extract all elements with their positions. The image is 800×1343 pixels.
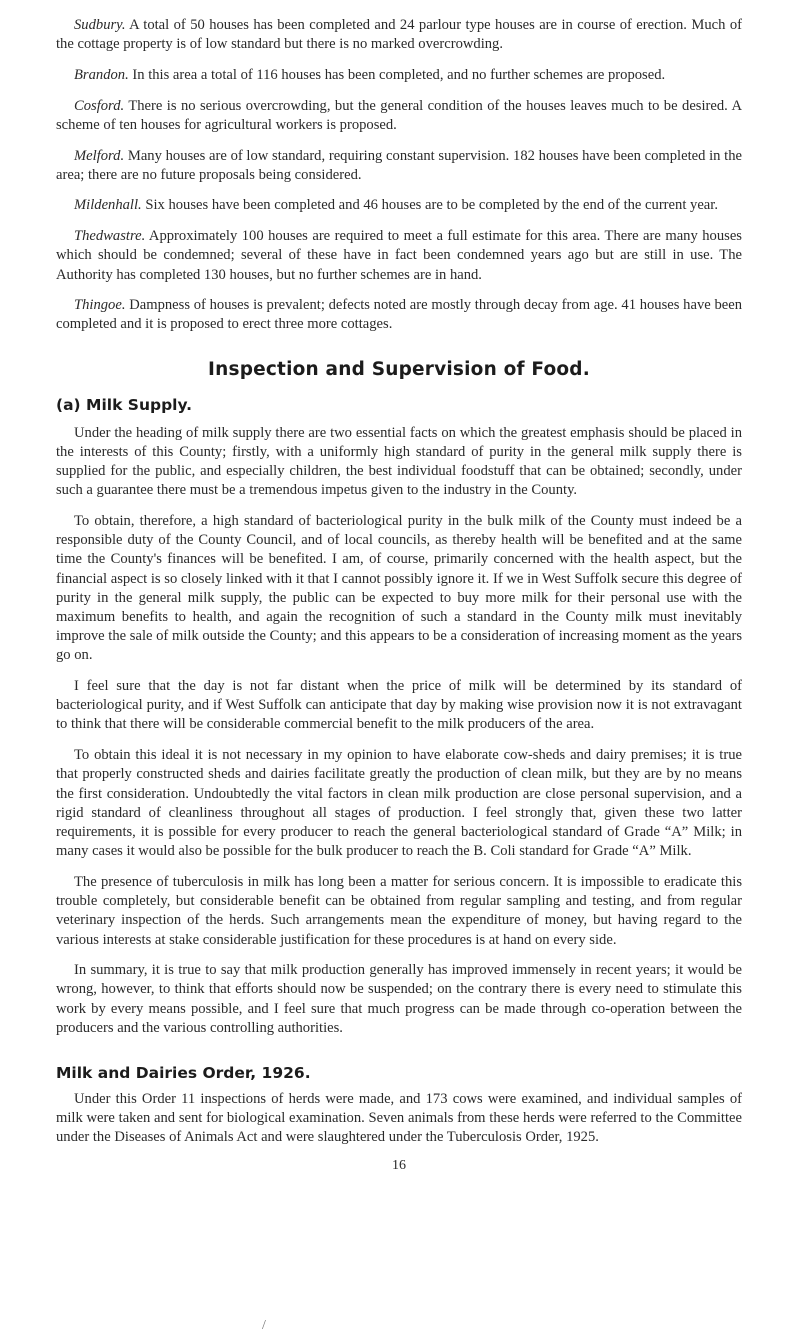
body-paragraph: Under this Order 11 inspections of herds were made, and 173 cows were examined, and individual samples of milk were taken and sent for biological examination. Seven animals from these herds were referred to the Committee under the Diseases of Animals Act and were slaughtered under the Tuberculosis Order, 1925. xyxy=(56,1091,742,1146)
area-text: Many houses are of low standard, requiring constant supervision. 182 houses have been completed in the area; there are no future proposals being considered. xyxy=(56,147,742,183)
housing-areas-section xyxy=(56,16,742,335)
area-text: Approximately 100 houses are required to meet a full estimate for this area. There are many houses which should be condemned; several of these have in fact been condemned years ago but are still in use. The Authority has completed 130 houses, but no further schemes are in hand. xyxy=(56,228,742,283)
section-heading-food-inspection: Inspection and Supervision of Food. xyxy=(208,358,590,380)
body-paragraph: I feel sure that the day is not far distant when the price of milk will be determined by its standard of bacteriological purity, and if West Suffolk can anticipate that day by making wise provision now it is not extravagant to think that there will be considerable commercial benefit to the milk producers of the area. xyxy=(56,678,742,733)
stray-pen-mark: / xyxy=(262,1318,266,1333)
area-name: Sudbury. xyxy=(74,17,126,33)
area-paragraph-sudbury xyxy=(56,16,742,54)
area-paragraph-brandon xyxy=(56,66,742,85)
area-name: Mildenhall. xyxy=(74,197,142,214)
milk-supply-section xyxy=(56,396,742,1038)
area-name: Thingoe. xyxy=(74,297,126,314)
area-paragraph-melford xyxy=(56,147,742,185)
body-paragraph: The presence of tuberculosis in milk has long been a matter for serious concern. It is impossible to eradicate this trouble completely, but considerable benefit can be obtained from regular sampling and testing, and from regular veterinary inspection of the herds. Such arrangements mean the expenditure of money, but having regard to the various interests at stake considerable justification for these procedures is at hand on every side. xyxy=(56,873,742,948)
area-name: Cosford. xyxy=(74,97,125,114)
milk-dairies-order-section xyxy=(56,1064,742,1148)
body-paragraph: To obtain, therefore, a high standard of bacteriological purity in the bulk milk of the County must indeed be a responsible duty of the County Council, and of local councils, as thereby health will be benefited and at the same time the County's finances will be benefited. I am, of course, primarily concerned with the health aspect, but the financial aspect is so closely linked with it that I cannot possibly ignore it. If we in West Suffolk secure this degree of purity in the general milk supply, the public can be expected to buy more milk for their personal use with the maximum benefits to health, and again the recognition of such a standard in the County milk must inevitably improve the sale of milk outside the County; and this appears to be a consideration of increasing moment as the years go on. xyxy=(56,512,742,664)
subsection-heading-milk-dairies-order: Milk and Dairies Order, 1926. xyxy=(56,1064,311,1083)
document-page xyxy=(56,16,742,1174)
area-text: A total of 50 houses has been completed and 24 parlour type houses are in course of erection. Much of the cottage property is of low standard but there is no marked overcrowding. xyxy=(56,17,742,53)
area-text: Six houses have been completed and 46 houses are to be completed by the end of the current year. xyxy=(141,197,718,214)
area-paragraph-mildenhall xyxy=(56,196,742,215)
area-paragraph-thingoe xyxy=(56,296,742,334)
area-name: Brandon. xyxy=(74,66,129,83)
body-paragraph: In summary, it is true to say that milk production generally has improved immensely in recent years; it would be wrong, however, to think that efforts should now be suspended; on the contrary there is every need to stimulate this work by every means possible, and I feel sure that much progress can be made through co-operation between the producers and the various controlling authorities. xyxy=(56,962,742,1036)
area-text: There is no serious overcrowding, but the general condition of the houses leaves much to be desired. A scheme of ten houses for agricultural workers is proposed. xyxy=(56,97,742,133)
area-text: Dampness of houses is prevalent; defects noted are mostly through decay from age. 41 houses have been completed and it is proposed to erect three more cottages. xyxy=(56,297,742,333)
body-paragraph: Under the heading of milk supply there are two essential facts on which the greatest emphasis should be placed in the interests of this County; firstly, with a uniformly high standard of purity in the general milk supply there is supplied for the public, and especially children, the best individual foodstuff that can be obtained; secondly, under such a guarantee there must be a tremendous impetus given to the industry in the County. xyxy=(56,424,742,499)
area-name: Thedwastre. xyxy=(74,228,146,245)
area-text: In this area a total of 116 houses has been completed, and no further schemes are proposed. xyxy=(128,66,666,83)
page-number: 16 xyxy=(392,1157,406,1173)
area-paragraph-thedwastre xyxy=(56,227,742,285)
area-paragraph-cosford xyxy=(56,97,742,135)
body-paragraph: To obtain this ideal it is not necessary in my opinion to have elaborate cow-sheds and dairy premises; it is true that properly constructed sheds and dairies facilitate greatly the production of clean milk, but they are by no means the first consideration. Undoubtedly the vital factors in clean milk production are close personal supervision, and a rigid standard of cleanliness throughout all stages of production. I feel strongly that, given these two latter requirements, it is possible for every producer to reach the general bacteriological standard of Grade “A” Milk; in many cases it would also be possible for the bulk producer to reach the B. Coli standard for Grade “A” Milk. xyxy=(56,747,742,860)
area-name: Melford. xyxy=(74,147,125,164)
subsection-heading-milk-supply: (a) Milk Supply. xyxy=(56,395,193,414)
